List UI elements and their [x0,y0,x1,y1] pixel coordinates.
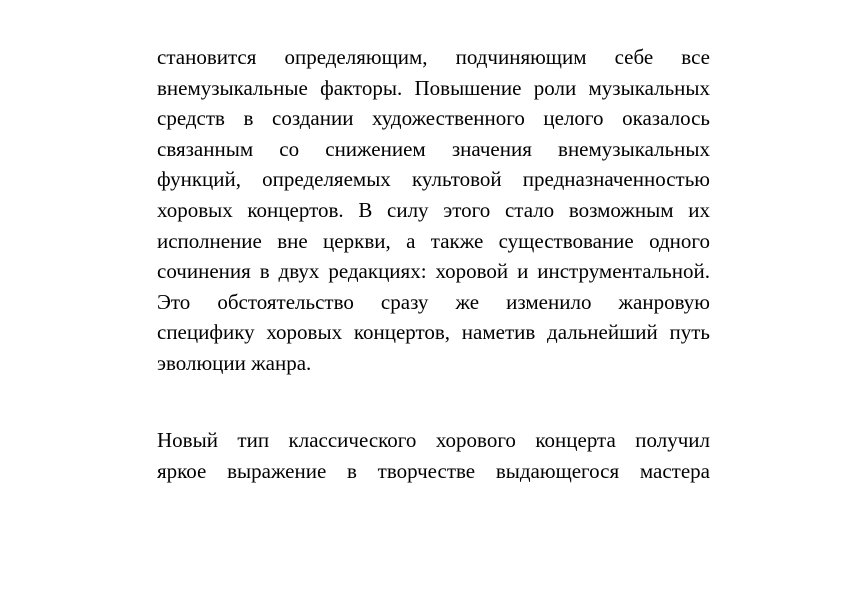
paragraph-2 [157,425,710,486]
text-line: связанным со снижением значения внемузыкальных [157,136,710,161]
text-line: эволюции жанра. [157,350,312,375]
text-line: хоровых концертов. В силу этого стало возможным их [157,197,710,222]
text-line: средств в создании художественного целого оказалось [157,106,710,131]
text-line: становится определяющим, подчиняющим себе все [157,45,710,69]
paragraph-1 [157,42,710,379]
text-line: яркое выражение в творчестве выдающегося мастера [157,458,710,483]
text-line: специфику хоровых концертов, наметив дальнейший путь [157,320,710,345]
text-line: функций, определяемых культовой предназначенностью [157,167,710,192]
text-line: Новый тип классического хорового концерта получил [157,428,710,452]
text-line: Это обстоятельство сразу же изменило жанровую [157,289,710,314]
text-line: сочинения в двух редакциях: хоровой и инструментальной. [157,259,710,284]
text-line: исполнение вне церкви, а также существование одного [157,228,710,253]
text-line: внемузыкальные факторы. Повышение роли музыкальных [157,75,710,100]
